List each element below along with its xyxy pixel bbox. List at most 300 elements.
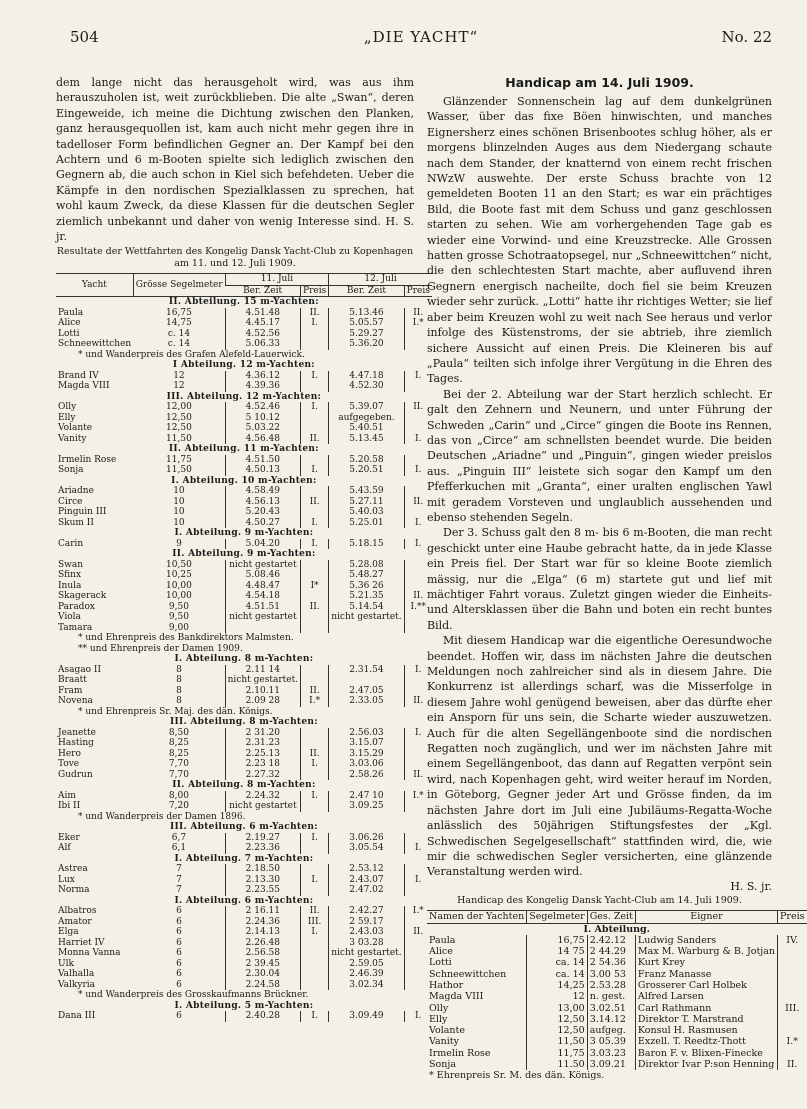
- table-cell: 2.53.12: [329, 864, 404, 875]
- table-cell: [778, 980, 807, 991]
- table-cell: Elga: [58, 927, 79, 938]
- table-cell: 5.43.59: [329, 486, 404, 497]
- table-cell: I.: [404, 843, 432, 854]
- table-cell: 5.39.07: [329, 402, 404, 413]
- table-row: [427, 1048, 807, 1059]
- table-cell: 2.47 10: [329, 791, 404, 802]
- table-cell: Eker: [58, 832, 80, 843]
- table-cell: Tamara: [58, 622, 93, 633]
- table-cell: Max M. Warburg & B. Jotjan: [635, 946, 777, 957]
- table-row: [56, 759, 432, 770]
- table-cell: [301, 843, 329, 854]
- table-cell: 2 39.45: [225, 959, 300, 970]
- table-cell: 4.48.47: [225, 581, 300, 592]
- table-cell: [301, 413, 329, 424]
- table-cell: [301, 612, 329, 623]
- table-cell: II.: [301, 602, 329, 613]
- table-row: [427, 946, 807, 957]
- section-label: II. Abteilung. 11 m-Yachten:: [168, 444, 319, 455]
- table-cell: I.: [404, 465, 432, 476]
- table-cell: 2.47.05: [329, 686, 404, 697]
- section-row: [56, 1001, 432, 1012]
- table-cell: II.: [301, 686, 329, 697]
- left-column: [56, 75, 430, 1022]
- table-cell: 2 54.36: [587, 957, 635, 968]
- footnote-row: [56, 633, 432, 644]
- table-cell: 6: [176, 916, 182, 927]
- col-day2: 12. Juli: [329, 274, 432, 286]
- table-cell: Lotti: [58, 328, 80, 339]
- results-table: [56, 273, 432, 1022]
- table-cell: Sonja: [58, 465, 84, 476]
- table-cell: [301, 980, 329, 991]
- table-cell: Valhalla: [58, 969, 95, 980]
- table-cell: Tove: [58, 759, 80, 770]
- table-cell: I.: [404, 1011, 432, 1022]
- table-row: [56, 885, 432, 896]
- section-label: I. Abteilung. 8 m-Yachten:: [174, 654, 314, 665]
- table-cell: 6: [176, 937, 182, 948]
- table-cell: I.: [301, 927, 329, 938]
- table-cell: 12,50: [166, 423, 192, 434]
- table-cell: Gudrun: [58, 769, 93, 780]
- footnote-row: [427, 1070, 807, 1081]
- table-cell: [301, 770, 329, 781]
- table-row: [56, 833, 432, 844]
- table-cell: Ulk: [58, 958, 74, 969]
- table-cell: 12,50: [527, 1014, 587, 1025]
- table-cell: 2.31.54: [329, 665, 404, 676]
- table-cell: Harriet IV: [58, 937, 105, 948]
- table-cell: I.**: [404, 602, 432, 613]
- table-cell: Direktor Ivar P:son Henning: [635, 1059, 777, 1070]
- paragraph-2: Bei der 2. Abteilung war der Start herzlich schlecht. Er galt den Zehnern und Neunern, und unter Führung der Schweden „Carin“ und „Circe“ gingen die Boote ins Rennen, das von „Circe“ am schnellsten beendet wurde. Die beiden Deutschen „Ariadne“ und „Pinguin“, gingen wieder preislos aus. „Pinguin III“ leistete sich sogar den Kampf um den Pfefferkuchen mit „Granta“, einer uralten englischen Yawl mit geradem Vorsteven und unglaublich aussehenden und ebenso stehenden Segeln.: [427, 387, 772, 524]
- table-cell: Norma: [58, 885, 90, 896]
- footnote: * und Ehrenpreis Sr. Maj. des dän. Königs.: [78, 706, 273, 717]
- table-row: [56, 591, 432, 602]
- table-cell: Vanity: [429, 1036, 459, 1048]
- table-cell: Baron F. v. Blixen-Finecke: [635, 1048, 777, 1059]
- table-cell: Viola: [58, 612, 81, 623]
- table-cell: [778, 991, 807, 1002]
- table-cell: Schneewittchen: [429, 968, 507, 980]
- section-label: III. Abteilung. 6 m-Yachten:: [169, 822, 318, 833]
- table-cell: 2.40.28: [225, 1011, 300, 1022]
- table-cell: I.: [301, 539, 329, 550]
- table-cell: 14,75: [166, 318, 192, 329]
- table-cell: 2.24.36: [225, 917, 300, 928]
- table-cell: [301, 864, 329, 875]
- table-cell: n. gest.: [587, 991, 635, 1002]
- table-cell: Elly: [429, 1013, 448, 1025]
- table-cell: II.: [404, 927, 432, 938]
- table-row: [56, 791, 432, 802]
- table-cell: 12: [173, 370, 185, 381]
- table-row: [56, 969, 432, 980]
- table-cell: Lux: [58, 874, 75, 885]
- table-cell: I.: [301, 875, 329, 886]
- section-label: II. Abteilung. 9 m-Yachten:: [172, 549, 316, 560]
- table-row: [56, 1011, 432, 1022]
- table-cell: 2.43.03: [329, 927, 404, 938]
- table-cell: 12,50: [527, 1025, 587, 1036]
- table-cell: 4.51.51: [225, 602, 300, 613]
- table-row: [56, 381, 432, 392]
- table-cell: Hasting: [58, 738, 94, 749]
- table-cell: nicht gestartet.: [329, 948, 404, 959]
- table-cell: [301, 938, 329, 949]
- table-cell: [225, 623, 300, 634]
- table-cell: 11,75: [527, 1048, 587, 1059]
- table-row: [56, 728, 432, 739]
- table-cell: c. 14: [167, 328, 191, 339]
- table-cell: Pinguin III: [58, 507, 107, 518]
- table-cell: I.: [301, 318, 329, 329]
- table-cell: 10,00: [166, 591, 192, 602]
- paragraph-3: Der 3. Schuss galt den 8 m- bis 6 m-Booten, die man recht geschickt unter eine Haube gebracht hatte, da in jede Klasse ein Preis fiel. Der Start war für so kleine Boote ziemlich mässig, nur die „Elga“ (6 m) startete gut und lief mit mächtiger Fahrt voraus. Zuletzt gingen wieder die Einheits- und Altersklassen über die Bahn und boten ein recht buntes Bild.: [427, 526, 772, 632]
- section-row: [56, 854, 432, 865]
- table-cell: 5.48.27: [329, 570, 404, 581]
- table-row: [56, 455, 432, 466]
- table-cell: 2.58.26: [329, 770, 404, 781]
- col-total-time: Ges. Zeit: [587, 911, 635, 923]
- table-cell: I.*: [404, 791, 432, 802]
- table-cell: II.: [404, 308, 432, 319]
- table-cell: Albatros: [58, 906, 97, 917]
- table-cell: 13,00: [527, 1003, 587, 1014]
- table-cell: 8: [176, 696, 182, 707]
- table-cell: 3.03.06: [329, 759, 404, 770]
- table-row: [427, 1003, 807, 1014]
- section-row: [56, 654, 432, 665]
- table-cell: II.: [404, 770, 432, 781]
- section-label: I. Abteilung.: [583, 923, 650, 935]
- table-row: [56, 465, 432, 476]
- table-cell: Olly: [58, 402, 77, 413]
- table-cell: Sfinx: [58, 570, 82, 581]
- table-cell: Schneewittchen: [58, 339, 132, 350]
- table-row: [56, 843, 432, 854]
- table-cell: 10: [173, 486, 185, 497]
- table-cell: [301, 507, 329, 518]
- section-row: [56, 297, 432, 308]
- table-cell: 5.28.08: [329, 560, 404, 571]
- table-cell: 2.10.11: [225, 686, 300, 697]
- table-cell: 4.51.50: [225, 455, 300, 466]
- table-cell: Volante: [58, 423, 93, 434]
- table-cell: 2.13.30: [225, 875, 300, 886]
- table-row: [56, 308, 432, 319]
- table-cell: I.: [301, 759, 329, 770]
- results-caption: Resultate der Wettfahrten des Kongelig Dansk Yacht-Club zu Kopenhagen am 11. und 12. Juli 1909.: [56, 246, 414, 269]
- table-row: [56, 318, 432, 329]
- table-cell: Kurt Krey: [635, 957, 777, 968]
- col-owner: Eigner: [635, 911, 777, 923]
- section-label: II. Abteilung. 8 m-Yachten:: [172, 780, 316, 791]
- table-cell: 8,25: [168, 738, 189, 749]
- table-cell: I.: [404, 875, 432, 886]
- table-cell: [301, 675, 329, 686]
- table-cell: 3.15.07: [329, 738, 404, 749]
- table-cell: 11,75: [166, 454, 192, 465]
- section-label: I. Abteilung. 6 m-Yachten:: [174, 895, 314, 906]
- table-cell: 3.15.29: [329, 749, 404, 760]
- table-cell: 3.00 53: [587, 969, 635, 980]
- table-cell: Hero: [58, 748, 81, 759]
- table-cell: I.: [301, 518, 329, 529]
- table-cell: 10,50: [166, 559, 192, 570]
- table-cell: 4.50.13: [225, 465, 300, 476]
- table-row: [56, 612, 432, 623]
- table-cell: Inula: [58, 580, 82, 591]
- footnote-row: [56, 350, 432, 361]
- table-cell: [329, 623, 404, 634]
- table-row: [56, 497, 432, 508]
- table-cell: Direktor T. Marstrand: [635, 1014, 777, 1025]
- table-cell: II.: [301, 906, 329, 917]
- table-row: [56, 623, 432, 634]
- footnote: * Ehrenpreis Sr. M. des dän. Königs.: [429, 1070, 605, 1082]
- table-cell: 9,00: [168, 622, 189, 633]
- table-cell: 10: [173, 507, 185, 518]
- table-cell: [301, 948, 329, 959]
- table-cell: 14,25: [527, 980, 587, 991]
- table-row: [427, 991, 807, 1002]
- table-cell: 9,50: [168, 601, 189, 612]
- table-cell: Elly: [58, 412, 76, 423]
- footnote-row: [56, 990, 432, 1001]
- footnote: * und Ehrenpreis des Bankdirektors Malmsten.: [78, 633, 294, 644]
- table-cell: 3.03.23: [587, 1048, 635, 1059]
- table-cell: 4.45.17: [225, 318, 300, 329]
- table-cell: 3.02.34: [329, 980, 404, 991]
- table-cell: Vanity: [58, 433, 87, 444]
- table-cell: 5.29.27: [329, 329, 404, 340]
- table-cell: 4.56.13: [225, 497, 300, 508]
- table-cell: Ibi II: [58, 801, 81, 812]
- table-cell: Magda VIII: [58, 381, 110, 392]
- table-cell: 8: [176, 675, 182, 686]
- table-row: [56, 980, 432, 991]
- table-cell: Alfred Larsen: [635, 991, 777, 1002]
- table-row: [56, 371, 432, 382]
- table-cell: I.: [404, 518, 432, 529]
- table-cell: 2 59.17: [329, 917, 404, 928]
- table-row: [56, 938, 432, 949]
- table-cell: 5.14.54: [329, 602, 404, 613]
- table-cell: 5 10.12: [225, 413, 300, 424]
- col-prize1: Preis: [301, 285, 329, 297]
- table-cell: I.*: [404, 906, 432, 917]
- table-cell: 5.20.51: [329, 465, 404, 476]
- table-cell: II.: [404, 497, 432, 508]
- table-cell: 5.27.11: [329, 497, 404, 508]
- table-row: [56, 675, 432, 686]
- table-cell: Astrea: [58, 864, 88, 875]
- footnote: * und Wanderpreis des Grosskaufmanns Brückner.: [78, 990, 309, 1001]
- footnote: * und Wanderpreis des Grafen Alefeld-Lauerwick.: [78, 349, 305, 360]
- section-label: III. Abteilung. 12 m-Yachten:: [166, 391, 322, 402]
- section-label: I. Abteilung. 10 m-Yachten:: [171, 475, 317, 486]
- table-cell: [778, 946, 807, 957]
- table-cell: Alf: [58, 843, 71, 854]
- table-row: [56, 875, 432, 886]
- table-cell: Alice: [58, 318, 81, 329]
- table-cell: [778, 957, 807, 968]
- table-cell: [778, 969, 807, 980]
- table-row: [56, 581, 432, 592]
- table-row: [56, 665, 432, 676]
- section-row: [56, 392, 432, 403]
- table-cell: Sonja: [429, 1059, 456, 1071]
- table-cell: 5.13.46: [329, 308, 404, 319]
- table-cell: [329, 675, 404, 686]
- table-cell: nicht gestartet.: [225, 675, 300, 686]
- table-cell: 3 05.39: [587, 1036, 635, 1047]
- table-cell: 6,7: [171, 832, 187, 843]
- table-cell: 16,75: [527, 935, 587, 946]
- running-title: „DIE YACHT“: [363, 28, 479, 46]
- table-cell: Carl Rathmann: [635, 1003, 777, 1014]
- table-cell: 8: [176, 664, 182, 675]
- table-cell: 11,50: [527, 1036, 587, 1047]
- section-row: [56, 896, 432, 907]
- table-cell: 5.08.46: [225, 570, 300, 581]
- table-cell: Grosserer Carl Holbek: [635, 980, 777, 991]
- table-cell: 11.50: [527, 1059, 587, 1070]
- table-row: [56, 518, 432, 529]
- table-cell: [301, 959, 329, 970]
- table-cell: Asagao II: [58, 664, 102, 675]
- handicap-table: [427, 910, 807, 1081]
- col-day1: 11. Juli: [225, 274, 329, 286]
- table-cell: 5.40.51: [329, 423, 404, 434]
- table-cell: 2.23 18: [225, 759, 300, 770]
- table-cell: 7,70: [168, 759, 189, 770]
- table-cell: 2.25.13: [225, 749, 300, 760]
- footnote-row: [56, 644, 432, 655]
- table-cell: Aim: [58, 790, 76, 801]
- table-cell: I.: [404, 434, 432, 445]
- table-cell: [301, 339, 329, 350]
- left-paragraph: dem lange nicht das herausgeholt wird, was aus ihm herauszuholen ist, weit zurückblieben. Die alte „Swan“, deren Eingeweide, ich meine die Dichtung zwischen den Planken, ganz herausgequollen ist, kam auch nicht mehr gegen ihre in tadelloser Form befindlichen Gegner an. Der Kampf bei den Achtern und 6 m-Booten spielte sich lediglich zwischen den Gegnern ab, die auch schon in Kiel sich befehdeten. Ueber die Kämpfe in den nordischen Spezialklassen zu sprechen, hat wohl kaum Zweck, da diese Klassen für die deutschen Segler ziemlich unbekannt und daher von wenig Interesse sind. H. S. jr.: [56, 76, 414, 244]
- table-cell: Alice: [429, 946, 453, 958]
- table-cell: 10: [173, 496, 185, 507]
- table-cell: [778, 1025, 807, 1036]
- table-row: [56, 339, 432, 350]
- table-row: [56, 749, 432, 760]
- table-cell: 7,20: [168, 801, 189, 812]
- table-cell: [301, 486, 329, 497]
- table-cell: Exzell. T. Reedtz-Thott: [635, 1036, 777, 1047]
- table-cell: 4.52.56: [225, 329, 300, 340]
- table-cell: nicht gestartet.: [329, 612, 404, 623]
- col-sailmeter: Segelmeter: [527, 911, 587, 923]
- table-cell: 12: [527, 991, 587, 1002]
- table-cell: [301, 738, 329, 749]
- table-cell: 7: [176, 874, 182, 885]
- footnote-row: [56, 707, 432, 718]
- table-cell: 5.20.58: [329, 455, 404, 466]
- table-cell: I.*: [404, 318, 432, 329]
- table-cell: 3 03.28: [329, 938, 404, 949]
- table-cell: 10: [173, 517, 185, 528]
- table-cell: Paradox: [58, 601, 95, 612]
- table-cell: 5.06.33: [225, 339, 300, 350]
- table-cell: 12,00: [166, 402, 192, 413]
- table-cell: 3.09.49: [329, 1011, 404, 1022]
- table-cell: I.: [301, 791, 329, 802]
- table-cell: I.: [301, 371, 329, 382]
- table-cell: 3.14.12: [587, 1014, 635, 1025]
- handicap-caption: Handicap des Kongelig Dansk Yacht-Club am 14. Juli 1909.: [457, 894, 742, 906]
- table-cell: 4.50.27: [225, 518, 300, 529]
- table-cell: 6: [176, 958, 182, 969]
- table-cell: 4.52.30: [329, 381, 404, 392]
- table-cell: 2.31.23: [225, 738, 300, 749]
- table-cell: 5.04.20: [225, 539, 300, 550]
- table-cell: I.*: [778, 1036, 807, 1047]
- table-cell: 7,70: [168, 769, 189, 780]
- table-cell: 14 75: [527, 946, 587, 957]
- table-cell: 2.26.48: [225, 938, 300, 949]
- table-cell: 5.20.43: [225, 507, 300, 518]
- section-row: [56, 360, 432, 371]
- table-cell: 10,00: [166, 580, 192, 591]
- table-cell: [301, 560, 329, 571]
- footnote: ** und Ehrenpreis der Damen 1909.: [78, 643, 243, 654]
- table-cell: Lotti: [429, 957, 452, 969]
- table-cell: nicht gestartet: [225, 801, 300, 812]
- table-cell: I.: [301, 402, 329, 413]
- table-cell: 2.47.02: [329, 885, 404, 896]
- table-cell: [301, 423, 329, 434]
- table-row: [56, 570, 432, 581]
- section-label: I. Abteilung. 5 m-Yachten:: [174, 1000, 314, 1011]
- table-cell: 5.05.57: [329, 318, 404, 329]
- table-cell: 2.19.27: [225, 833, 300, 844]
- table-row: [56, 948, 432, 959]
- table-cell: 2.59.05: [329, 959, 404, 970]
- table-cell: 6,1: [171, 843, 187, 854]
- table-cell: 2.56.03: [329, 728, 404, 739]
- section-label: I Abteilung. 12 m-Yachten:: [172, 360, 315, 371]
- table-cell: [301, 969, 329, 980]
- table-cell: Paula: [429, 934, 456, 946]
- table-cell: II.: [778, 1059, 807, 1070]
- table-row: [56, 602, 432, 613]
- table-cell: nicht gestartet: [225, 560, 300, 571]
- table-cell: I.: [301, 465, 329, 476]
- handicap-body: [427, 923, 807, 1082]
- table-cell: II.: [301, 497, 329, 508]
- col-name: Namen der Yachten: [427, 911, 527, 923]
- table-cell: Franz Manasse: [635, 969, 777, 980]
- col-size: Grösse Segelmeter: [133, 274, 225, 297]
- section-label: III. Abteilung. 8 m-Yachten:: [169, 717, 318, 728]
- footnote: * und Wanderpreis der Damen 1896.: [78, 811, 246, 822]
- table-cell: 5.36.20: [329, 339, 404, 350]
- table-cell: [778, 1014, 807, 1025]
- table-cell: Ludwig Sanders: [635, 935, 777, 946]
- table-cell: 12: [173, 381, 185, 392]
- table-cell: [301, 381, 329, 392]
- table-row: [56, 738, 432, 749]
- table-cell: 4.54.18: [225, 591, 300, 602]
- table-row: [427, 1025, 807, 1036]
- table-row: [56, 686, 432, 697]
- table-cell: IV.: [778, 935, 807, 946]
